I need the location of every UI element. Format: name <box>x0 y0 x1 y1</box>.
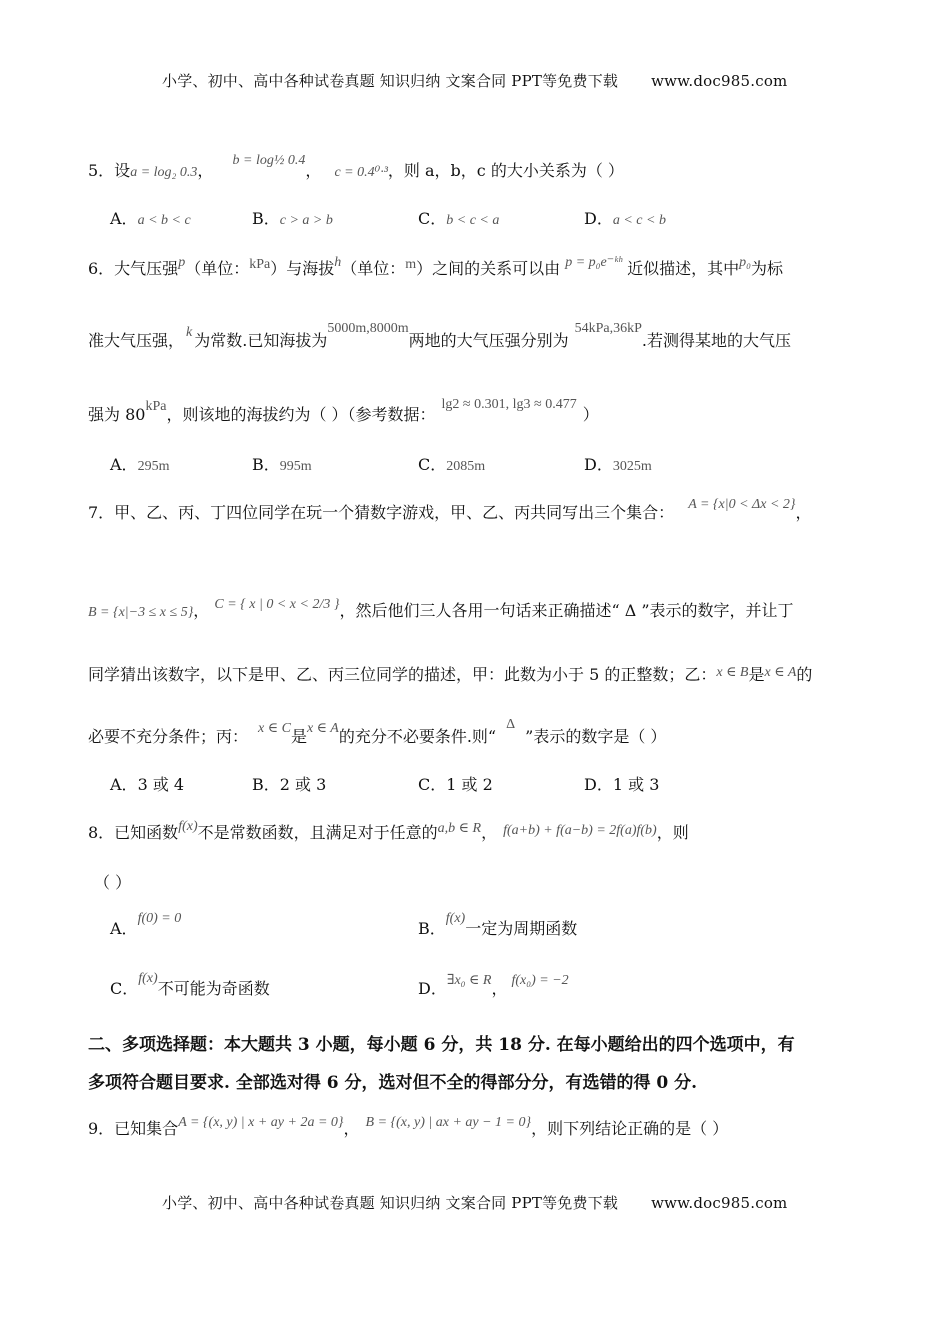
option-value: a < b < c <box>137 213 191 228</box>
text: ，然后他们三人各用一句话来正确描述“ Δ ”表示的数字，并让丁 <box>339 601 794 620</box>
q8-option-c[interactable] <box>110 971 270 999</box>
text: （单位： <box>341 259 406 278</box>
q5-option-d[interactable] <box>584 206 666 229</box>
delta-symbol: Δ <box>506 717 516 732</box>
option-value: 1 或 2 <box>446 775 493 794</box>
text: 必要不充分条件；丙： <box>88 727 249 746</box>
q8-option-b[interactable] <box>418 911 578 939</box>
option-label: D． <box>418 979 447 998</box>
option-label: C． <box>418 209 447 228</box>
unit-m: m <box>405 257 417 272</box>
q6-option-b[interactable] <box>252 452 312 475</box>
text: ，则下列结论正确的是（ ） <box>531 1119 729 1138</box>
section-2-heading-line-2: 多项符合题目要求. 全部选对得 6 分，选对但不全的得部分分，有选错的得 0 分. <box>88 1073 698 1093</box>
text: （单位： <box>185 259 250 278</box>
option-math: f(0) = 0 <box>137 911 182 926</box>
text: ， <box>481 823 498 842</box>
page-footer <box>162 1192 787 1213</box>
option-text: 不可能为奇函数 <box>157 979 270 998</box>
q6-option-d[interactable] <box>584 452 652 475</box>
option-value: 3 或 4 <box>137 775 185 794</box>
question-6-line-2 <box>88 321 792 351</box>
x-in-a: x ∈ A <box>306 721 339 736</box>
var-p: p <box>178 255 186 270</box>
option-label: B． <box>252 209 280 228</box>
option-label: B． <box>418 919 446 938</box>
unit-kpa: kPa <box>249 257 271 272</box>
text: ”表示的数字是（ ） <box>525 727 667 746</box>
pressures-value: 54kPa,36kP <box>574 321 642 336</box>
text: ， <box>343 1119 360 1138</box>
text: 是 <box>748 665 765 684</box>
q8-option-d[interactable] <box>418 973 569 999</box>
text: ）之间的关系可以由 <box>416 259 561 278</box>
text: 两地的大气压强分别为 <box>408 331 569 350</box>
option-math: f(x₀) = −2 <box>511 973 569 988</box>
option-label: A． <box>110 919 138 938</box>
unit-kpa: kPa <box>145 399 167 414</box>
q5-option-b[interactable] <box>252 206 333 229</box>
option-value: 295m <box>137 459 170 474</box>
question-9 <box>88 1116 728 1139</box>
section-2-heading-line-1: 二、多项选择题：本大题共 3 小题，每小题 6 分，共 18 分. 在每小题给出的四个选项中，有 <box>88 1035 795 1055</box>
option-label: C． <box>418 455 447 474</box>
option-label: D． <box>584 775 613 794</box>
footer-url[interactable]: www.doc985.com <box>651 1194 788 1212</box>
option-value: b < c < a <box>446 213 500 228</box>
option-value: c > a > b <box>279 213 333 228</box>
option-text: 一定为周期函数 <box>465 919 578 938</box>
page-header <box>162 70 787 91</box>
q7-option-d[interactable] <box>584 772 659 795</box>
q8-answer-paren: （ ） <box>94 873 132 892</box>
option-math: ∃x₀ ∈ R <box>446 973 492 988</box>
text: 为标 <box>751 259 784 278</box>
text: ，则 <box>656 823 689 842</box>
text: 8．已知函数 <box>88 823 179 842</box>
q7-option-b[interactable] <box>252 772 326 795</box>
option-value: 2 或 3 <box>279 775 327 794</box>
set-a: A = {x|0 < Δx < 2} <box>688 497 796 512</box>
x-in-b: x ∈ B <box>716 665 749 680</box>
var-h: h <box>334 255 342 270</box>
option-sep: ， <box>491 979 508 998</box>
option-label: D． <box>584 455 613 474</box>
pressure-formula: p = p₀e⁻ᵏʰ <box>565 255 623 270</box>
var-k: k <box>186 325 193 340</box>
header-url[interactable]: www.doc985.com <box>651 72 788 90</box>
option-label: C． <box>110 979 139 998</box>
reference-data: lg2 ≈ 0.301, lg3 ≈ 0.477 <box>441 397 577 412</box>
text: 的充分不必要条件.则“ <box>338 727 497 746</box>
set-b: B = {(x, y) | ax + ay − 1 = 0} <box>365 1115 532 1130</box>
q7-option-c[interactable] <box>418 772 493 795</box>
option-label: A． <box>110 775 138 794</box>
question-7-line-1 <box>88 497 812 523</box>
footer-text: 小学、初中、高中各种试卷真题 知识归纳 文案合同 PPT等免费下载 <box>162 1194 619 1212</box>
option-label: B． <box>252 775 280 794</box>
var-p0: p₀ <box>739 255 752 270</box>
option-label: A． <box>110 455 138 474</box>
text: 同学猜出该数字，以下是甲、乙、丙三位同学的描述，甲：此数为小于 5 的正整数；乙： <box>88 665 717 684</box>
f-of-x: f(x) <box>178 819 198 834</box>
question-7-line-2: B = {x|−3 ≤ x ≤ 5}， C = { x | 0 < x < 2/3 }，然后他们三人各用一句话来正确描述“ Δ ”表示的数字，并让丁 <box>88 597 794 620</box>
text: 准大气压强， <box>88 331 185 350</box>
question-6-line-1 <box>88 256 783 279</box>
text: ）与海拔 <box>270 259 335 278</box>
text: ，则该地的海拔约为（ ）（参考数据： <box>166 405 436 424</box>
q7-option-a[interactable] <box>110 772 184 795</box>
x-in-c: x ∈ C <box>258 721 291 736</box>
option-math: f(x) <box>445 911 466 926</box>
q6-option-a[interactable] <box>110 452 169 475</box>
a-b-in-r: a,b ∈ R <box>437 821 482 836</box>
question-8-line-1 <box>88 820 689 843</box>
text: 7．甲、乙、丙、丁四位同学在玩一个猜数字游戏，甲、乙、丙共同写出三个集合： <box>88 503 675 522</box>
option-value: 2085m <box>446 459 486 474</box>
text: ） <box>582 405 599 424</box>
option-value: 3025m <box>612 459 652 474</box>
option-value: 1 或 3 <box>612 775 660 794</box>
text: ， <box>795 503 812 522</box>
header-text: 小学、初中、高中各种试卷真题 知识归纳 文案合同 PPT等免费下载 <box>162 72 619 90</box>
q5-b-def: b = log½ 0.4 <box>232 153 306 168</box>
set-a: A = {(x, y) | x + ay + 2a = 0} <box>178 1115 344 1130</box>
option-label: D． <box>584 209 613 228</box>
text: 为常数.已知海拔为 <box>194 331 328 350</box>
option-value: 995m <box>279 459 312 474</box>
question-6-line-3 <box>88 397 599 425</box>
text: 强为 80 <box>88 405 146 424</box>
text: 的 <box>796 665 813 684</box>
q5-option-a[interactable] <box>110 206 191 229</box>
q5-number: 5．设 <box>88 161 131 180</box>
question-7-line-4 <box>88 717 667 747</box>
text: 6．大气压强 <box>88 259 179 278</box>
question-7-line-3 <box>88 662 812 685</box>
option-value: a < c < b <box>612 213 666 228</box>
text: 是 <box>290 727 307 746</box>
option-label: C． <box>418 775 447 794</box>
set-c: C = { x | 0 < x < 2/3 } <box>214 597 340 612</box>
q5-c-def: c = 0.4⁰·³ <box>334 165 388 180</box>
heights-value: 5000m,8000m <box>327 321 409 336</box>
q5-tail: ，则 a，b，c 的大小关系为（ ） <box>387 161 624 180</box>
question-5: 5．设a = log₂ 0.3， b = log½ 0.4， c = 0.4⁰·³，则 a，b，c 的大小关系为（ ） <box>88 153 624 180</box>
option-math: f(x) <box>138 971 158 986</box>
option-label: B． <box>252 455 280 474</box>
q8-option-a[interactable] <box>110 911 182 939</box>
text: 9．已知集合 <box>88 1119 179 1138</box>
q5-option-c[interactable] <box>418 206 499 229</box>
set-b: B = {x|−3 ≤ x ≤ 5} <box>88 605 194 620</box>
q6-option-c[interactable] <box>418 452 485 475</box>
q5-a-def: a = log₂ 0.3 <box>130 165 198 180</box>
text: 不是常数函数，且满足对于任意的 <box>197 823 438 842</box>
x-in-a: x ∈ A <box>764 665 797 680</box>
text: .若测得某地的大气压 <box>641 331 792 350</box>
option-label: A． <box>110 209 138 228</box>
functional-equation: f(a+b) + f(a−b) = 2f(a)f(b) <box>503 823 657 838</box>
text: 近似描述，其中 <box>627 259 740 278</box>
